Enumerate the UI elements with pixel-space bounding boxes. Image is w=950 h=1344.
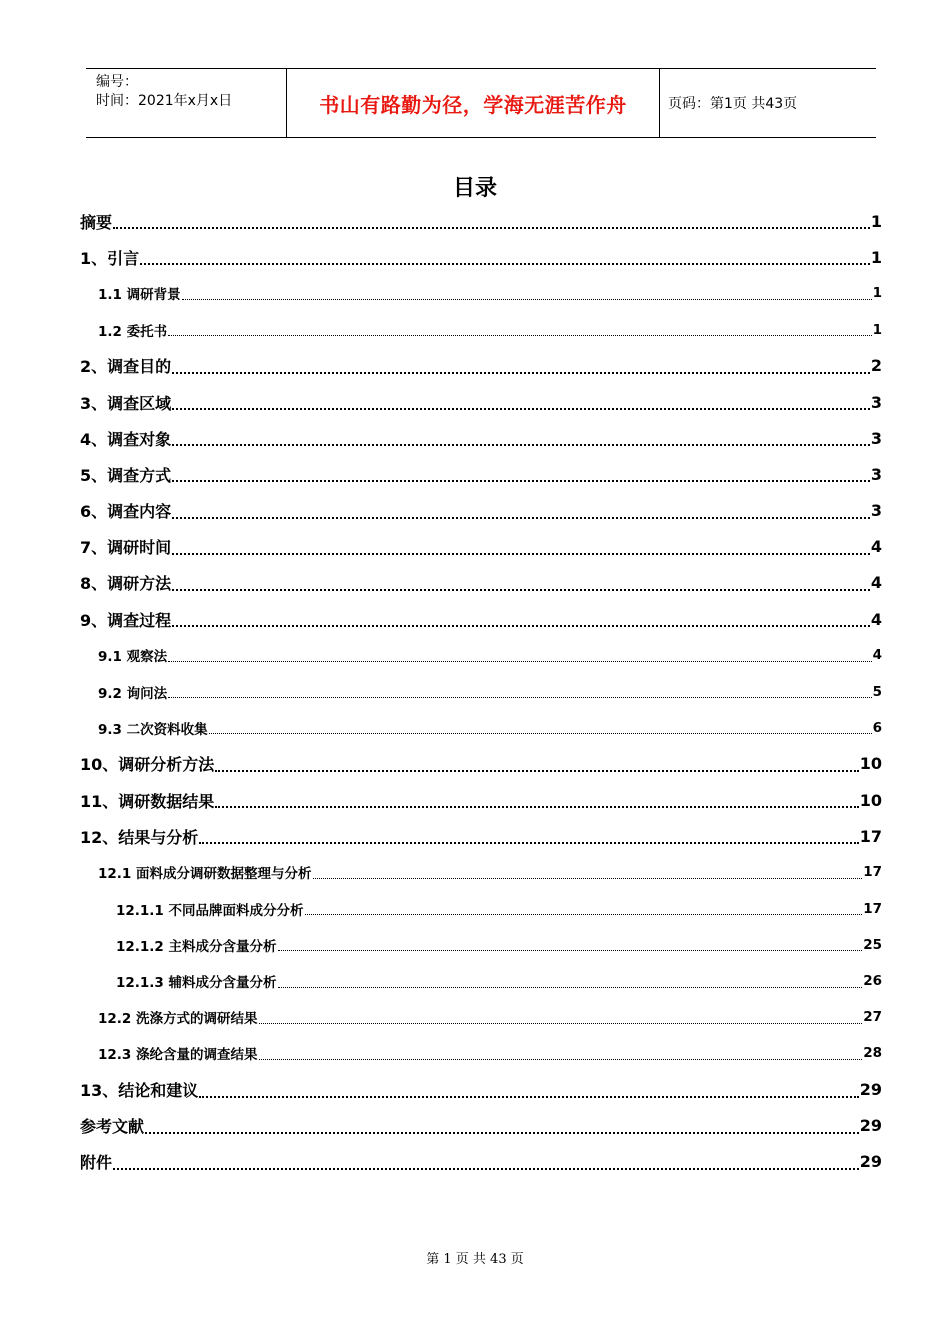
- toc-entry-label: 12.1 面料成分调研数据整理与分析: [98, 866, 312, 883]
- toc-entry-page: 5: [872, 683, 882, 700]
- toc-entry[interactable]: [80, 746, 882, 782]
- toc-dot-leader: [172, 625, 870, 627]
- toc-entry-label: 12、结果与分析: [80, 827, 199, 847]
- toc-entry-page: 3: [870, 392, 882, 412]
- toc-entry-page: 25: [863, 936, 882, 953]
- toc-entry[interactable]: [80, 1144, 882, 1180]
- toc-entry[interactable]: [80, 420, 882, 456]
- toc-entry-page: 10: [859, 790, 882, 810]
- toc-dot-leader: [215, 770, 858, 772]
- toc-dot-leader: [259, 1023, 863, 1024]
- toc-dot-leader: [278, 950, 863, 951]
- toc-entry[interactable]: [80, 637, 882, 673]
- toc-entry-label: 12.1.2 主料成分含量分析: [116, 938, 277, 955]
- toc-entry-label: 3、调查区域: [80, 393, 172, 413]
- toc-entry-label: 7、调研时间: [80, 538, 172, 558]
- toc-entry-page: 2: [870, 356, 882, 376]
- toc-entry[interactable]: [80, 312, 882, 348]
- toc-entry-page: 29: [859, 1152, 882, 1172]
- toc-entry-page: 29: [859, 1080, 882, 1100]
- toc-dot-leader: [172, 480, 870, 482]
- header-meta: [86, 69, 286, 137]
- toc-dot-leader: [172, 408, 870, 410]
- toc-entry[interactable]: [80, 999, 882, 1035]
- toc-entry-label: 12.2 洗涤方式的调研结果: [98, 1011, 258, 1028]
- toc-entry-label: 5、调查方式: [80, 465, 172, 485]
- toc-dot-leader: [172, 372, 870, 374]
- toc-entry-page: 10: [859, 754, 882, 774]
- toc-dot-leader: [313, 878, 863, 879]
- toc-dot-leader: [145, 1132, 859, 1134]
- toc-dot-leader: [259, 1059, 863, 1060]
- toc-entry-label: 13、结论和建议: [80, 1081, 199, 1101]
- toc-entry[interactable]: [80, 818, 882, 854]
- toc-dot-leader: [113, 1168, 859, 1170]
- toc-entry-label: 9.1 观察法: [98, 649, 168, 666]
- toc-entry-label: 1.2 委托书: [98, 323, 168, 340]
- toc-entry[interactable]: [80, 203, 882, 239]
- toc-entry[interactable]: [80, 275, 882, 311]
- toc-entry-label: 8、调研方法: [80, 574, 172, 594]
- page-header: [86, 68, 876, 138]
- toc-dot-leader: [172, 517, 870, 519]
- toc-entry[interactable]: [80, 673, 882, 709]
- toc-dot-leader: [172, 589, 870, 591]
- toc-entry-page: 3: [870, 501, 882, 521]
- toc-entry[interactable]: [80, 239, 882, 275]
- toc-dot-leader: [199, 1096, 858, 1098]
- toc-entry[interactable]: [80, 1108, 882, 1144]
- toc-entry-page: 4: [872, 647, 882, 664]
- toc-title: 目录: [452, 176, 497, 201]
- toc-entry-label: 附件: [80, 1153, 113, 1173]
- toc-entry-label: 1、引言: [80, 248, 140, 268]
- toc-dot-leader: [172, 553, 870, 555]
- toc-entry-label: 12.1.3 辅料成分含量分析: [116, 975, 277, 992]
- toc-entry[interactable]: [80, 1072, 882, 1108]
- toc-entry-page: 17: [863, 900, 882, 917]
- toc-entry-label: 9、调查过程: [80, 610, 172, 630]
- toc-dot-leader: [168, 661, 871, 662]
- toc-entry-page: 4: [870, 537, 882, 557]
- toc-entry[interactable]: [80, 456, 882, 492]
- toc-entry-label: 9.2 询问法: [98, 685, 168, 702]
- toc-entry-page: 1: [870, 247, 882, 267]
- toc-entry-label: 2、调查目的: [80, 357, 172, 377]
- toc-entry[interactable]: [80, 891, 882, 927]
- toc-entry-page: 4: [870, 609, 882, 629]
- toc-entry-page: 1: [872, 285, 882, 302]
- table-of-contents: [80, 203, 882, 1180]
- toc-entry[interactable]: [80, 529, 882, 565]
- header-motto: 书山有路勤为径，学海无涯苦作舟: [286, 69, 660, 137]
- toc-entry[interactable]: [80, 384, 882, 420]
- toc-entry-label: 11、调研数据结果: [80, 791, 215, 811]
- toc-dot-leader: [182, 299, 872, 300]
- toc-entry[interactable]: [80, 963, 882, 999]
- toc-dot-leader: [209, 733, 872, 734]
- header-page-info: 页码：第1页 共43页: [668, 96, 798, 112]
- toc-entry-page: 28: [863, 1045, 882, 1062]
- toc-dot-leader: [172, 444, 870, 446]
- toc-entry-label: 10、调研分析方法: [80, 755, 215, 775]
- toc-dot-leader: [168, 697, 871, 698]
- toc-entry[interactable]: [80, 782, 882, 818]
- page-footer: 第 1 页 共 43 页: [426, 1252, 524, 1267]
- toc-entry[interactable]: [80, 565, 882, 601]
- toc-entry-page: 27: [863, 1009, 882, 1026]
- toc-dot-leader: [215, 806, 858, 808]
- toc-dot-leader: [305, 914, 863, 915]
- toc-entry-label: 摘要: [80, 212, 113, 232]
- toc-entry[interactable]: [80, 710, 882, 746]
- document-date: 时间：2021年x月x日: [96, 93, 233, 109]
- toc-entry-page: 3: [870, 428, 882, 448]
- toc-entry[interactable]: [80, 348, 882, 384]
- toc-entry-page: 29: [859, 1116, 882, 1136]
- toc-entry-label: 4、调查对象: [80, 429, 172, 449]
- toc-dot-leader: [199, 842, 858, 844]
- toc-entry-page: 6: [872, 719, 882, 736]
- toc-dot-leader: [168, 335, 871, 336]
- toc-entry-label: 12.1.1 不同品牌面料成分分析: [116, 902, 304, 919]
- toc-entry[interactable]: [80, 1035, 882, 1071]
- toc-entry-page: 4: [870, 573, 882, 593]
- toc-entry[interactable]: [80, 601, 882, 637]
- toc-entry-label: 6、调查内容: [80, 502, 172, 522]
- toc-entry-page: 26: [863, 973, 882, 990]
- toc-dot-leader: [113, 227, 870, 229]
- document-number-label: 编号：: [96, 74, 138, 90]
- toc-entry[interactable]: [80, 493, 882, 529]
- toc-entry-label: 1.1 调研背景: [98, 287, 181, 304]
- toc-entry-label: 参考文献: [80, 1117, 145, 1137]
- toc-entry[interactable]: [80, 854, 882, 890]
- toc-dot-leader: [140, 263, 870, 265]
- toc-entry[interactable]: [80, 927, 882, 963]
- toc-entry-page: 3: [870, 464, 882, 484]
- toc-entry-page: 1: [872, 321, 882, 338]
- toc-dot-leader: [278, 987, 863, 988]
- toc-entry-page: 1: [870, 211, 882, 231]
- toc-entry-page: 17: [863, 864, 882, 881]
- toc-entry-page: 17: [859, 826, 882, 846]
- toc-entry-label: 9.3 二次资料收集: [98, 721, 208, 738]
- toc-entry-label: 12.3 涤纶含量的调查结果: [98, 1047, 258, 1064]
